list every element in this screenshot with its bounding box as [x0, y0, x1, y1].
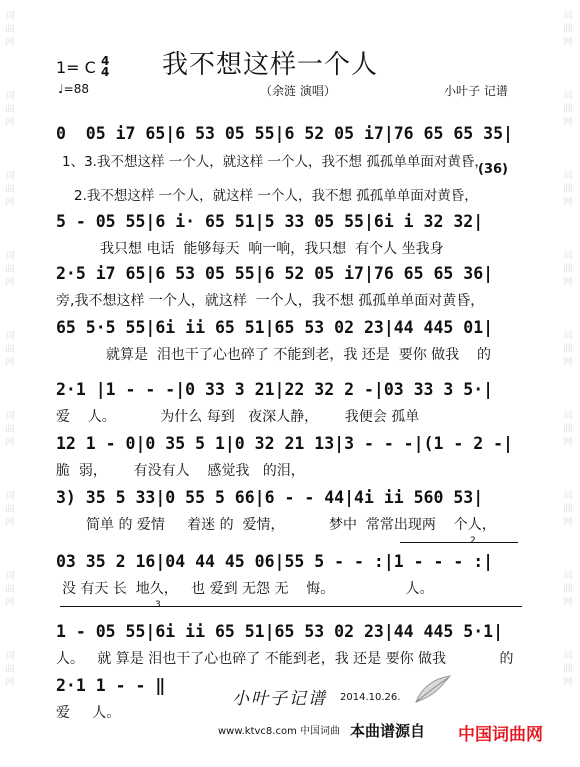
- watermark-left: [4, 0, 16, 767]
- lyrics-line: 简单 的 爱情 着迷 的 爱情， 梦中 常常出现两 个人，: [86, 517, 496, 533]
- singer-credit: （余涟 演唱）: [260, 84, 336, 98]
- notator-signature: 小叶子记谱: [232, 689, 327, 709]
- lyrics-line: 1、3.我不想这样 一个人，就这样 一个人，我不想 孤孤单单面对黄昏，: [62, 154, 488, 170]
- alt-note: (36): [478, 162, 508, 177]
- watermark-unit: 词 曲 网: [563, 171, 573, 208]
- watermark-unit: 词 曲 网: [563, 331, 573, 368]
- watermark-unit: 词 曲 网: [563, 651, 573, 688]
- meter-bottom: 4: [101, 65, 110, 79]
- lyrics-line: 人。 就 算是 泪也干了心也碎了 不能到老，我 还是 要你 做我 的: [56, 651, 514, 667]
- lyrics-line: 爱 人。 为什么 每到 夜深人静， 我便会 孤单: [56, 409, 420, 425]
- watermark-unit: 词 曲 网: [563, 11, 573, 48]
- key-signature: 1= C: [56, 58, 96, 77]
- watermark-unit: 词 曲 网: [5, 491, 15, 528]
- watermark-unit: 词 曲 网: [563, 91, 573, 128]
- site-url[interactable]: www.ktvc8.com 中国词曲: [218, 726, 341, 737]
- watermark-unit: 词 曲 网: [563, 571, 573, 608]
- watermark-unit: 词 曲 网: [563, 491, 573, 528]
- lyrics-line: 我只想 电话 能够每天 响一响，我只想 有个人 坐我身: [100, 241, 444, 257]
- lyrics-line: 2.我不想这样 一个人，就这样 一个人，我不想 孤孤单单面对黄昏，: [74, 188, 478, 204]
- watermark-right: [562, 0, 574, 767]
- leaf-icon: [412, 672, 452, 708]
- volta-number: 2: [470, 536, 476, 546]
- watermark-unit: 词 曲 网: [5, 91, 15, 128]
- lyrics-line: 没 有天 长 地久， 也 爱到 无怨 无 悔。 人。: [62, 581, 434, 597]
- notation-row: 2·1 |1 - - -|0 33 3 21|22 32 2 -|03 33 3 5·|: [56, 380, 494, 399]
- volta-number: 3: [155, 600, 161, 610]
- song-title: 我不想这样一个人: [162, 50, 379, 80]
- watermark-unit: 词 曲 网: [5, 651, 15, 688]
- lyrics-line: 脆 弱， 有没有人 感觉我 的泪，: [56, 463, 305, 479]
- watermark-unit: 词 曲 网: [563, 411, 573, 448]
- watermark-unit: 词 曲 网: [563, 251, 573, 288]
- notation-row: 1 - 05 55|6i ii 65 51|65 53 02 23|44 445 5·1|: [56, 622, 504, 641]
- notation-row: 2·5 i7 65|6 53 05 55|6 52 05 i7|76 65 65 36|: [56, 264, 494, 283]
- watermark-unit: 词 曲 网: [5, 11, 15, 48]
- meter-top: 4: [101, 54, 110, 68]
- brand-logo[interactable]: 中国词曲网: [458, 725, 543, 745]
- watermark-unit: 词 曲 网: [5, 251, 15, 288]
- notation-row: 5 - 05 55|6 i· 65 51|5 33 05 55|6i i 32 32|: [56, 212, 484, 231]
- notation-row: 0 05 i7 65|6 53 05 55|6 52 05 i7|76 65 65 35|: [56, 124, 513, 143]
- notation-row: 65 5·5 55|6i ii 65 51|65 53 02 23|44 445 01|: [56, 318, 494, 337]
- notation-date: 2014.10.26.: [340, 692, 401, 703]
- lyrics-line: 就算是 泪也干了心也碎了 不能到老，我 还是 要你 做我 的: [106, 347, 491, 363]
- lyrics-line: 爱 人。: [56, 705, 121, 721]
- watermark-unit: 词 曲 网: [5, 331, 15, 368]
- time-signature: [101, 56, 109, 78]
- notation-row: 12 1 - 0|0 35 5 1|0 32 21 13|3 - - -|(1 - 2 -|: [56, 434, 513, 453]
- tempo-marking: ♩=88: [58, 82, 89, 96]
- volta-bracket: [400, 542, 518, 549]
- notation-row: 03 35 2 16|04 44 45 06|55 5 - - :|1 - - - :|: [56, 552, 494, 571]
- watermark-unit: 词 曲 网: [5, 571, 15, 608]
- volta-bracket: [60, 606, 522, 613]
- watermark-unit: 词 曲 网: [5, 411, 15, 448]
- lyrics-line: 旁,我不想这样 一个人，就这样 一个人，我不想 孤孤单单面对黄昏，: [56, 293, 485, 309]
- notation-row: 2·1 1 - - ‖: [56, 676, 166, 695]
- notation-row: 3) 35 5 33|0 55 5 66|6 - - 44|4i ii 560 53|: [56, 488, 484, 507]
- notator-credit: 小叶子 记谱: [444, 84, 508, 98]
- watermark-unit: 词 曲 网: [5, 171, 15, 208]
- source-label: 本曲谱源自: [350, 722, 426, 740]
